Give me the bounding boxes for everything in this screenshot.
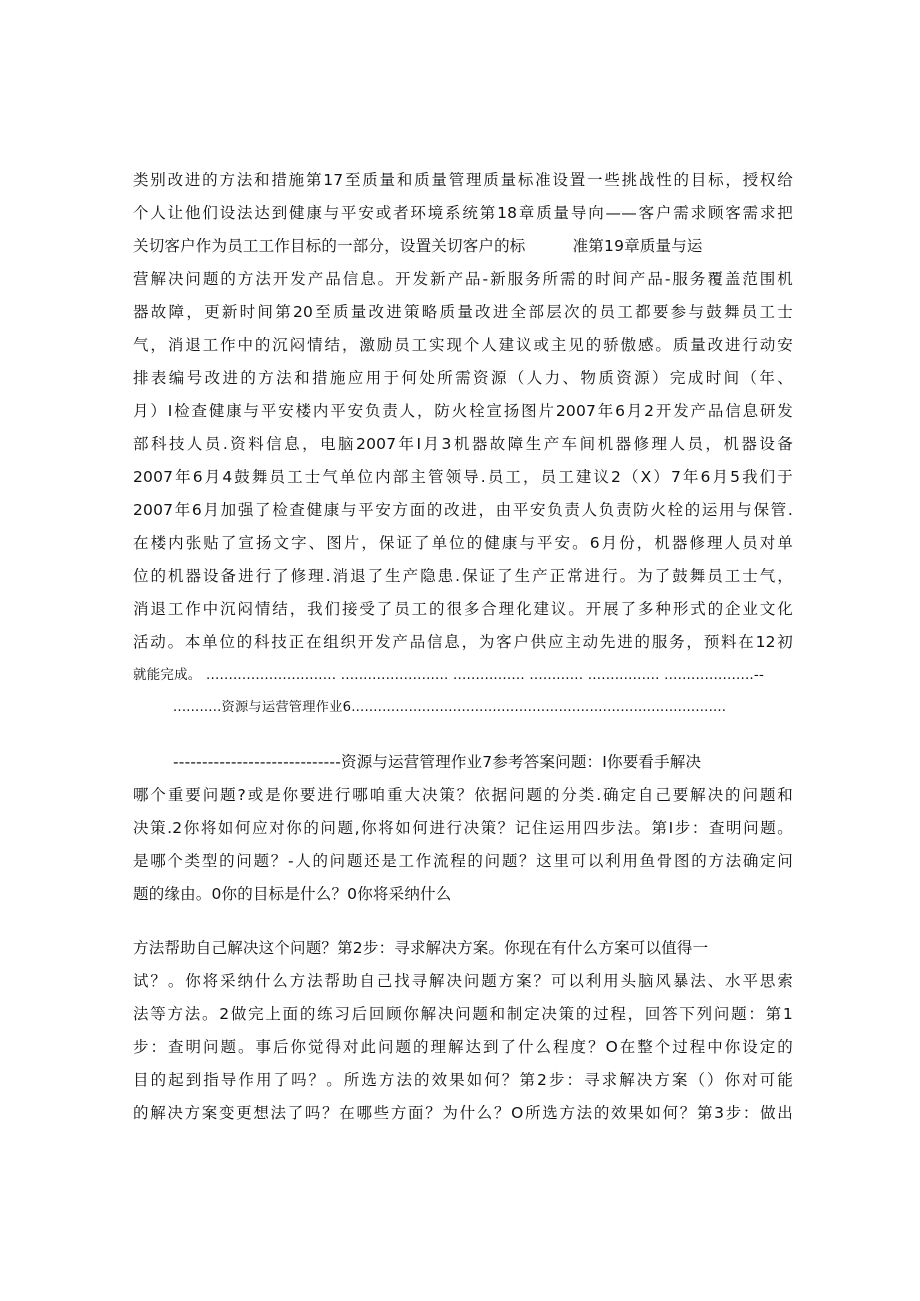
text-line: 方法帮助自己解决这个问题？第2步：寻求解决方案。你现在有什么方案可以值得一: [133, 939, 709, 957]
text-line: 类别改进的方法和措施第17至质量和质量管理质量标准设置一些挑战性的目标，授权给: [133, 171, 793, 189]
text-line: 题的缘由。0你的目标是什么？0你将采纳什么: [133, 885, 452, 903]
text-line: 2007年6月4鼓舞员工士气单位内部主管领导.员工，员工建议2（X）7年6月5我们于: [133, 468, 793, 486]
text-line: 月）I检查健康与平安楼内平安负责人，防火栓宣扬图片2007年6月2开发产品信息研发: [133, 402, 793, 420]
text-line: 器故障，更新时间第20至质量改进策略质量改进全部层次的员工都要参与鼓舞员工士: [133, 303, 793, 321]
text-line: 在楼内张贴了宣扬文字、图片，保证了单位的健康与平安。6月份，机器修理人员对单: [133, 534, 793, 552]
text-line: 是哪个类型的问题？-人的问题还是工作流程的问题？这里可以利用鱼骨图的方法确定问: [133, 852, 793, 870]
text-line: 步：查明问题。事后你觉得对此问题的理解达到了什么程度？O在整个过程中你设定的: [133, 1038, 793, 1056]
text-line: 2007年6月加强了检查健康与平安方面的改进，由平安负责人负责防火栓的运用与保管.: [133, 501, 793, 519]
text-line: 排表编号改进的方法和措施应用于何处所需资源（人力、物质资源）完成时间（年、: [133, 369, 793, 387]
text-line: 目的起到指导作用了吗？。所选方法的效果如何？第2步：寻求解决方案（）你对可能: [133, 1071, 793, 1089]
text-line: 活动。本单位的科技正在组织开发产品信息，为客户供应主动先进的服务，预料在12初: [133, 633, 793, 651]
text-line: -----------------------------资源与运营管理作业7参考答案问题：I你要看手解决: [173, 753, 702, 771]
text-line: 哪个重要问题?或是你要进行哪咱重大决策？依据问题的分类.确定自己要解决的问题和: [133, 786, 793, 804]
text-line: 位的机器设备进行了修理.消退了生产隐患.保证了生产正常进行。为了鼓舞员工士气，: [133, 567, 793, 585]
text-line: 关切客户作为员工工作目标的一部分，设置关切客户的标 准第19章质量与运: [133, 237, 703, 255]
text-line: 消退工作中沉闷情结，我们接受了员工的很多合理化建议。开展了多种形式的企业文化: [133, 600, 793, 618]
text-line: 气，消退工作中的沉闷情结，激励员工实现个人建议或主见的骄傲感。质量改进行动安: [133, 336, 793, 354]
text-line: ...........资源与运营管理作业6.....................................................................................: [173, 700, 727, 715]
text-line: 就能完成。 ............................. ........................ ................ ............ ................ ....................--: [133, 667, 765, 683]
text-line: 的解决方案变更想法了吗？在哪些方面？为什么？O所选方法的效果如何？第3步：做出: [133, 1104, 793, 1122]
text-line: 个人让他们设法达到健康与平安或者环境系统第18章质量导向——客户需求顾客需求把: [133, 204, 793, 222]
text-line: 决策.2你将如何应对你的问题,你将如何进行决策？记住运用四步法。第I步：查明问题。: [133, 819, 793, 837]
text-line: 部科技人员.资料信息，电脑2007年I月3机器故障生产车间机器修理人员，机器设备: [133, 435, 793, 453]
text-line: 营解决问题的方法开发产品信息。开发新产品-新服务所需的时间产品-服务覆盖范围机: [133, 270, 793, 288]
text-line: 法等方法。2做完上面的练习后回顾你解决问题和制定决策的过程，回答下列问题：第1: [133, 1005, 793, 1023]
text-line: 试？。你将采纳什么方法帮助自己找寻解决问题方案？可以利用头脑风暴法、水平思索: [133, 972, 793, 990]
